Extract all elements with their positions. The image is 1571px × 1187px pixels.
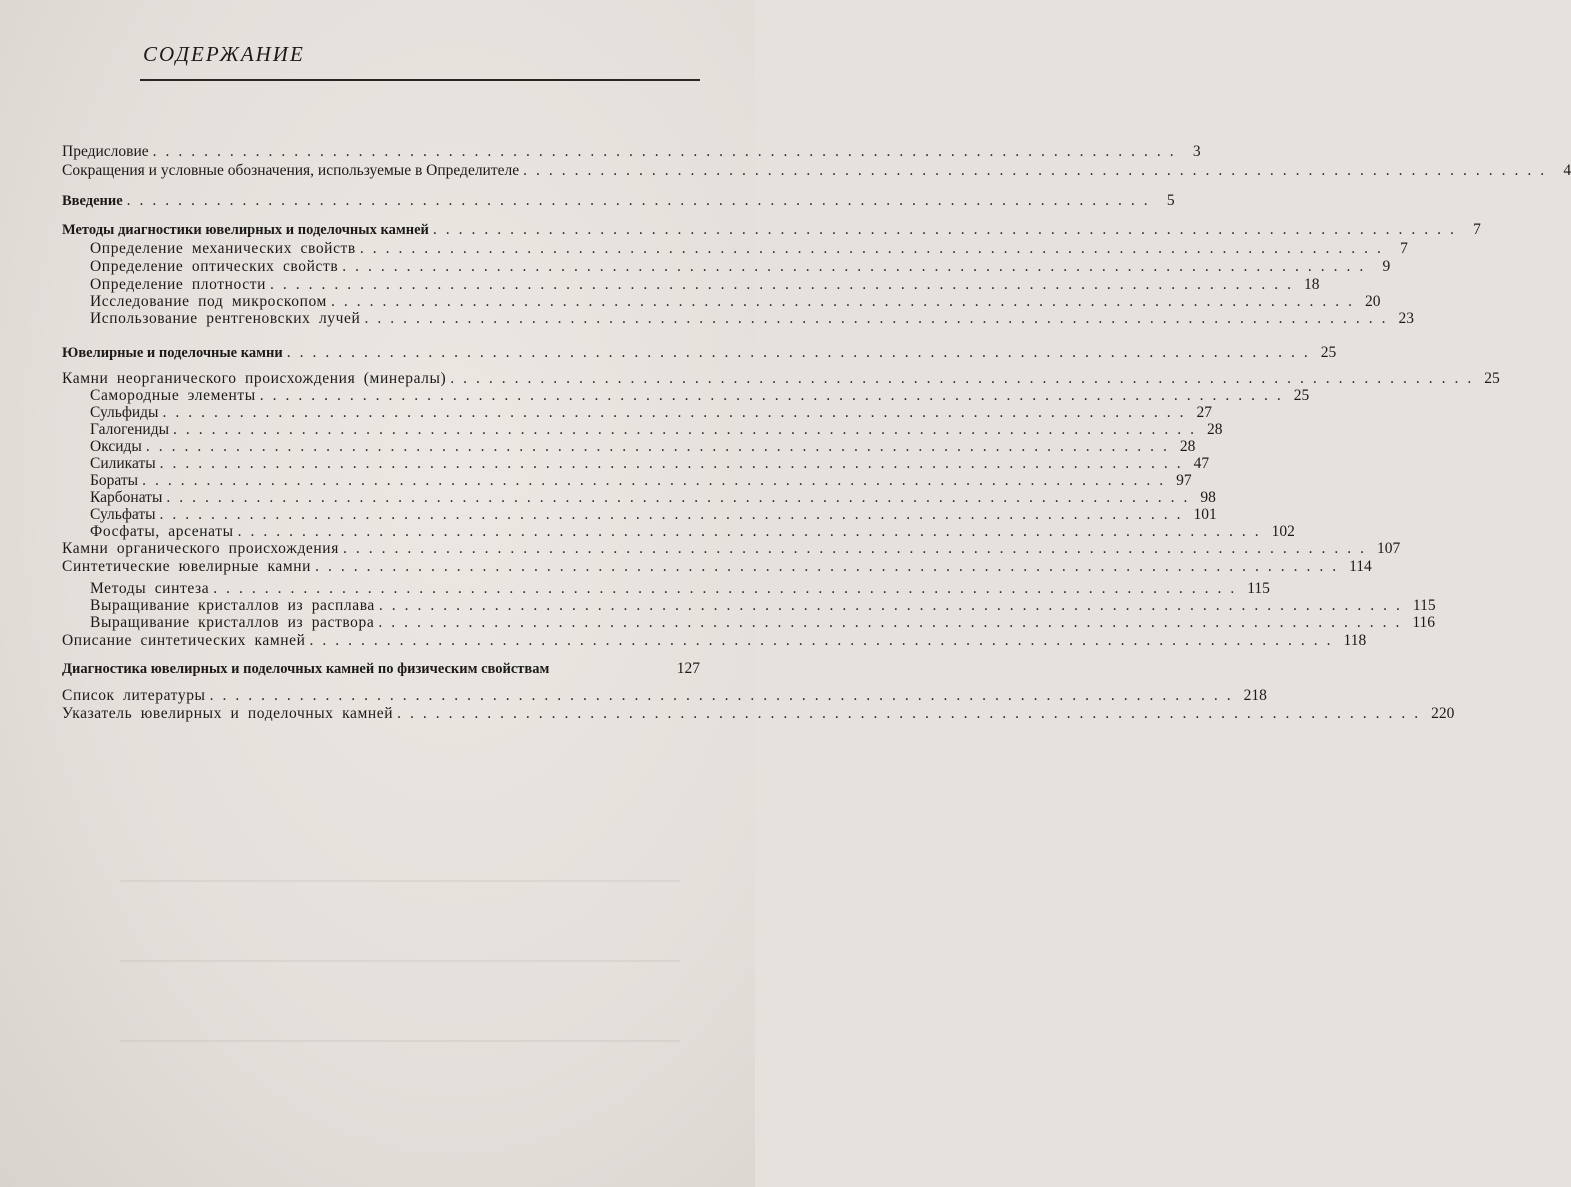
toc-entry-label: Галогениды bbox=[90, 421, 169, 438]
toc-entry[interactable] bbox=[90, 438, 1196, 456]
leader-dots: ................................................................................ bbox=[162, 404, 1193, 421]
leader-dots: ................................................................................ bbox=[166, 489, 1197, 506]
leader-dots: ................................................................................ bbox=[237, 523, 1268, 540]
toc-entry[interactable] bbox=[62, 221, 1481, 239]
toc-entry[interactable] bbox=[62, 540, 1401, 558]
leader-dots: ................................................................................ bbox=[315, 558, 1346, 575]
toc-entry-label: Указатель ювелирных и поделочных камней bbox=[62, 705, 394, 722]
toc-entry-label: Самородные элементы bbox=[90, 387, 256, 404]
toc-entry[interactable] bbox=[62, 558, 1372, 576]
toc-entry-label: Синтетические ювелирные камни bbox=[62, 558, 312, 575]
toc-entry-page: 97 bbox=[1176, 472, 1192, 489]
toc-entry-page: 218 bbox=[1243, 687, 1267, 704]
leader-dots: ................................................................................ bbox=[450, 370, 1481, 387]
toc-entry[interactable] bbox=[90, 404, 1212, 422]
toc-entry-label: Определение оптических свойств bbox=[90, 258, 339, 275]
leader-dots: ................................................................................ bbox=[397, 705, 1428, 722]
leader-dots: ................................................................................ bbox=[173, 421, 1203, 438]
toc-entry[interactable] bbox=[90, 614, 1436, 632]
toc-entry-page: 4 bbox=[1563, 162, 1571, 179]
toc-entry[interactable] bbox=[62, 660, 700, 678]
leader-dots: ................................................................................ bbox=[309, 632, 1340, 649]
bleed-through-line bbox=[120, 1040, 680, 1042]
toc-entry[interactable] bbox=[90, 240, 1408, 258]
toc-entry[interactable] bbox=[90, 455, 1210, 473]
toc-entry-page: 107 bbox=[1376, 540, 1401, 557]
toc-entry-label: Фосфаты, арсенаты bbox=[90, 523, 234, 540]
toc-entry-page: 18 bbox=[1303, 276, 1320, 293]
toc-entry-page: 114 bbox=[1349, 558, 1372, 575]
bleed-through-line bbox=[120, 960, 680, 962]
leader-dots: ................................................................................ bbox=[342, 258, 1373, 275]
toc-entry-label: Введение bbox=[62, 193, 123, 209]
toc-entry-label: Сульфиды bbox=[90, 404, 159, 421]
toc-entry-page: 102 bbox=[1271, 523, 1295, 540]
toc-entry-label: Выращивание кристаллов из раствора bbox=[90, 614, 375, 631]
toc-entry[interactable] bbox=[90, 310, 1414, 328]
toc-entry-page: 23 bbox=[1398, 310, 1414, 327]
toc-entry-page: 118 bbox=[1343, 632, 1367, 649]
title-rule bbox=[140, 79, 700, 81]
leader-dots: ................................................................................ bbox=[523, 162, 1554, 179]
toc-entry[interactable] bbox=[90, 293, 1381, 311]
leader-dots: ................................................................................ bbox=[126, 192, 1157, 209]
leader-dots: ................................................................................ bbox=[286, 344, 1317, 361]
page-title: СОДЕРЖАНИЕ bbox=[143, 42, 305, 66]
leader-dots: ................................................................................ bbox=[269, 276, 1300, 293]
toc-entry-page: 7 bbox=[1400, 240, 1408, 257]
toc-entry-label: Определение механических свойств bbox=[90, 240, 356, 257]
toc-entry[interactable] bbox=[62, 687, 1267, 705]
toc-entry[interactable] bbox=[90, 523, 1295, 541]
toc-entry-label: Диагностика ювелирных и поделочных камней по физическим свойствам bbox=[62, 661, 550, 677]
toc-entry[interactable] bbox=[90, 276, 1320, 294]
toc-entry[interactable] bbox=[90, 472, 1192, 490]
toc-entry[interactable] bbox=[62, 143, 1201, 161]
leader-dots: ................................................................................ bbox=[145, 438, 1176, 455]
toc-entry-label: Сульфаты bbox=[90, 506, 156, 523]
toc-entry-page: 25 bbox=[1320, 344, 1337, 361]
toc-entry-page: 27 bbox=[1196, 404, 1212, 421]
toc-entry[interactable] bbox=[90, 597, 1436, 615]
toc-entry-page: 101 bbox=[1193, 506, 1217, 523]
toc-entry-page: 3 bbox=[1192, 143, 1201, 160]
toc-entry-page: 20 bbox=[1364, 293, 1381, 310]
leader-dots: ................................................................................ bbox=[330, 293, 1361, 310]
leader-dots: ................................................................................ bbox=[213, 580, 1244, 597]
leader-dots: ................................................................................ bbox=[359, 240, 1390, 257]
leader-dots: ................................................................................ bbox=[259, 387, 1290, 404]
leader-dots: ................................................................................ bbox=[152, 143, 1183, 160]
toc-entry[interactable] bbox=[62, 370, 1500, 388]
leader-dots: ................................................................................ bbox=[159, 506, 1190, 523]
toc-entry[interactable] bbox=[90, 580, 1270, 598]
bleed-through-line bbox=[120, 880, 680, 882]
toc-entry-page: 98 bbox=[1200, 489, 1216, 506]
toc-entry-label: Камни органического происхождения bbox=[62, 540, 339, 557]
toc-entry-page: 9 bbox=[1382, 258, 1391, 275]
toc-entry-label: Методы диагностики ювелирных и поделочных камней bbox=[62, 222, 429, 238]
toc-entry-page: 28 bbox=[1179, 438, 1196, 455]
toc-entry[interactable] bbox=[90, 387, 1310, 405]
toc-entry-page: 220 bbox=[1431, 705, 1455, 722]
toc-entry-label: Предисловие bbox=[62, 143, 149, 160]
toc-entry-label: Карбонаты bbox=[90, 489, 163, 506]
toc-entry-page: 47 bbox=[1193, 455, 1210, 472]
toc-entry-page: 28 bbox=[1207, 421, 1223, 438]
toc-entry-page: 115 bbox=[1412, 597, 1436, 614]
leader-dots: ................................................................................ bbox=[432, 221, 1463, 238]
toc-entry[interactable] bbox=[62, 632, 1367, 650]
toc-entry-label: Список литературы bbox=[62, 687, 206, 704]
toc-entry-label: Ювелирные и поделочные камни bbox=[62, 345, 283, 361]
toc-entry-label: Исследование под микроскопом bbox=[90, 293, 327, 310]
toc-entry-page: 5 bbox=[1166, 192, 1175, 209]
toc-entry[interactable] bbox=[90, 489, 1216, 507]
toc-entry[interactable] bbox=[90, 258, 1391, 276]
leader-dots: ................................................................................ bbox=[364, 310, 1395, 327]
toc-entry-page: 25 bbox=[1484, 370, 1500, 387]
toc-entry[interactable] bbox=[90, 506, 1217, 524]
toc-entry-page: 115 bbox=[1247, 580, 1270, 597]
toc-entry-label: Использование рентгеновских лучей bbox=[90, 310, 361, 327]
toc-entry-label: Выращивание кристаллов из расплава bbox=[90, 597, 375, 614]
toc-entry-label: Оксиды bbox=[90, 438, 142, 455]
toc-entry[interactable] bbox=[62, 162, 1571, 180]
leader-dots: ................................................................................ bbox=[209, 687, 1240, 704]
leader-dots: ................................................................................ bbox=[378, 614, 1409, 631]
leader-dots: ................................................................................ bbox=[142, 472, 1173, 489]
toc-entry-page: 127 bbox=[676, 660, 700, 677]
leader-dots: ................................................................................ bbox=[159, 455, 1190, 472]
toc-entry-page: 116 bbox=[1412, 614, 1436, 631]
toc-entry-label: Бораты bbox=[90, 472, 139, 489]
toc-entry[interactable] bbox=[62, 705, 1455, 723]
toc-entry-page: 7 bbox=[1473, 221, 1481, 238]
toc-entry[interactable] bbox=[62, 344, 1337, 362]
toc-entry-label: Силикаты bbox=[90, 455, 156, 472]
toc-entry-label: Определение плотности bbox=[90, 276, 266, 293]
toc-entry-label: Камни неорганического происхождения (минералы) bbox=[62, 370, 447, 387]
toc-entry[interactable] bbox=[62, 192, 1175, 210]
leader-dots: ................................................................................ bbox=[342, 540, 1373, 557]
toc-entry[interactable] bbox=[90, 421, 1223, 439]
toc-entry-label: Описание синтетических камней bbox=[62, 632, 306, 649]
toc-entry-page: 25 bbox=[1293, 387, 1310, 404]
leader-dots: ................................................................................ bbox=[378, 597, 1409, 614]
toc-entry-label: Сокращения и условные обозначения, используемые в Определителе bbox=[62, 162, 520, 179]
toc-entry-label: Методы синтеза bbox=[90, 580, 210, 597]
